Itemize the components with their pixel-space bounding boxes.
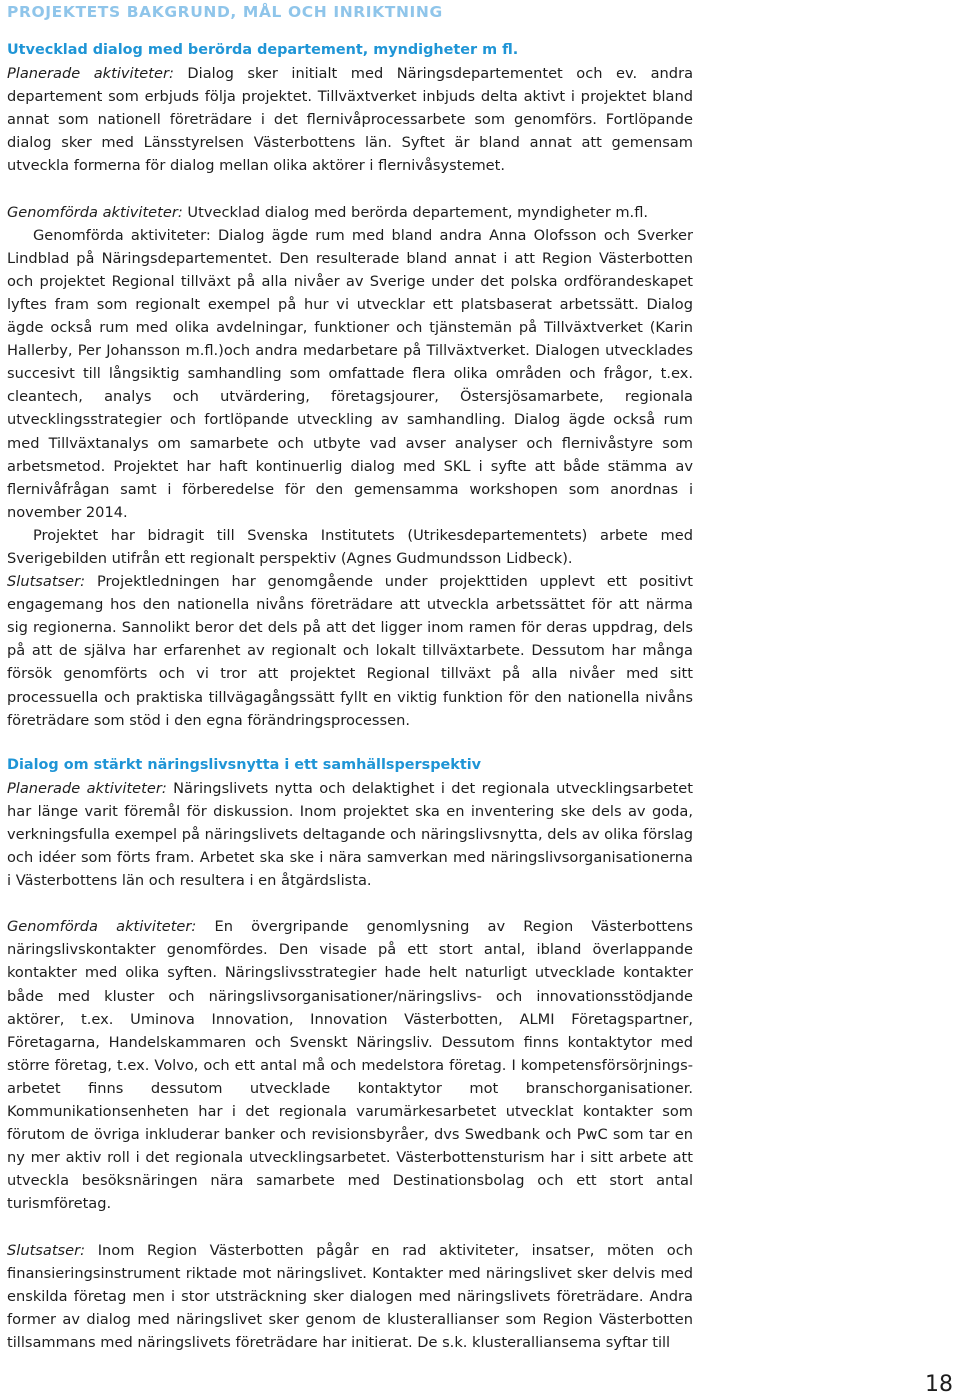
paragraph-text: Dialog ägde rum med bland andra Anna Olofsson och Sverker Lindblad på Näringsdepartementet. Den resulterade bland annat i att Region Västerbotten och projektet Regional tillväxt på alla nivåer av Sverige under det polska ordförandeskapet lyftes fram som regionalt exempel på hur vi utvecklar ett platsbaserat arbetssätt. Dialog ägde också rum med olika avdelningar, funktioner och tjänstemän på Tillväxtverket (Karin Hallerby, Per Johansson m.fl.)och andra medarbetare på Tillväxtverket. Dialogen utvecklades succesivt till långsiktig samhandling som omfattade flera olika områden och frågor, t.ex. cleantech, analys och utvärdering, företagsjourer, Östersjösamarbete, regionala utvecklingsstrategier och fortlöpande utveckling av samhandling. Dialog ägde också rum med Tillväxtanalys om samarbete och utbyte vad avser analyser och flernivåstyre som arbetsmetod. Projektet har haft kontinuerlig dialog med SKL i syfte att både stämma av flernivåfrågan samt i förberedelse för den gemensamma workshopen som anordnas i november 2014. <box>7 226 694 521</box>
page-number: 18 <box>925 1372 953 1397</box>
lead-label: Slutsatser: <box>7 1241 86 1259</box>
paragraph-text: Projektledningen har genomgående under projekttiden upplevt ett positivt engagemang hos den nationella nivåns företrädare att utveckla arbetssättet för att närma sig regionerna. Sannolikt beror det dels på att det ligger inom ramen för deras uppdrag, dels på att de själva har erfarenhet av regionalt och lokalt tillväxtarbete. Dessutom har många försök genomförts och vi tror att projektet Regional tillväxt på alla nivåer med sitt processuella och praktiska tillvägagångssätt fyllt en viktig funktion för den nationella nivåns företrädare som stöd i den egna förändringsprocessen. <box>7 573 693 729</box>
paragraph-completed-activities-1 <box>7 201 693 224</box>
running-head: PROJEKTETS BAKGRUND, MÅL OCH INRIKTNING <box>7 3 443 21</box>
lead-label: Genomförda aktiviteter: <box>33 226 211 244</box>
paragraph-text: En övergripande genomlysning av Region Västerbottens näringslivskontakter genomfördes. Den visade på ett stort antal, ibland överlappande kontakter med olika syften. Näringslivsstrategier hade helt naturligt utvecklade kontakter både med kluster och näringslivsorganisationer/näringslivs- och innovationsstödjande aktörer, t.ex. Uminova Innovation, Innovation Västerbotten, ALMI Företagspartner, Företagarna, Handelskammaren och Svenskt Näringsliv. Dessutom finns kontaktytor med större företag, t.ex. Volvo, och ett antal må och medelstora företag. I kompetensförsörjnings-arbetet finns dessutom utvecklade kontaktytor mot branschorganisationer. Kommunikationsenheten har i det regionala varumärkesarbetet utvecklat kontakter som förutom de övriga inkluderar banker och revisionsbyråer, dvs Swedbank och PwC som tar en ny mer aktiv roll i det regionala utvecklingsarbetet. Västerbottensturism har i sitt arbete att utveckla besöksnäringen nära samarbete med Destinationsbolag och ett stort antal turismföretag. <box>7 918 693 1213</box>
paragraph-planned-activities-1 <box>7 62 693 177</box>
paragraph-gap <box>7 178 693 201</box>
section-heading-naringslivsnytta: Dialog om stärkt näringslivsnytta i ett samhällsperspektiv <box>7 756 482 773</box>
paragraph-text: Inom Region Västerbotten pågår en rad aktiviteter, insatser, möten och finansieringsinstrument riktade mot näringslivet. Kontakter med näringslivet sker delvis med enskilda företag men i stor utsträckning sker dialogen med näringslivets företrädare. Andra former av dialog med näringslivet sker genom de klusterallianser som Region Västerbotten tillsammans med näringslivets företrädare har initierat. De s.k. klusteralliansema syftar till <box>7 1241 693 1351</box>
section-heading-dialog-departement: Utvecklad dialog med berörda departement, myndigheter m fl. <box>7 42 519 58</box>
lead-label: Genomförda aktiviteter: <box>7 918 197 936</box>
lead-label: Slutsatser: <box>7 573 86 591</box>
paragraph-gap <box>7 892 693 915</box>
paragraph-conclusions-1 <box>7 570 693 732</box>
section-gap <box>7 732 693 754</box>
paragraph-text: Utvecklad dialog med berörda departement, myndigheter m.fl. <box>182 203 649 221</box>
lead-label: Genomförda aktiviteter: <box>7 203 183 221</box>
lead-label: Planerade aktiviteter: <box>7 779 167 797</box>
paragraph-completed-activities-2 <box>7 915 693 1215</box>
paragraph-conclusions-2 <box>7 1239 693 1354</box>
paragraph-text: Dialog sker initialt med Näringsdepartementet och ev. andra departement som erbjuds följa projektet. Tillväxtverket inbjuds delta aktivt i projektet bland annat som nationell företrädare i det flernivåprocessarbete som genomförs. Fortlöpande dialog sker med Länsstyrelsen Västerbottens län. Syftet är bland annat att gemensam utveckla formerna för dialog mellan olika aktörer i flernivåsystemet. <box>7 65 694 175</box>
paragraph-svenska-institutet: Projektet har bidragit till Svenska Institutets (Utrikesdepartementets) arbete med Sverigebilden utifrån ett regionalt perspektiv (Agnes Gudmundsson Lidbeck). <box>7 526 693 567</box>
page-body <box>7 39 693 1354</box>
lead-label: Planerade aktiviteter: <box>7 65 174 83</box>
paragraph-completed-activities-1b <box>7 224 693 524</box>
paragraph-planned-activities-2 <box>7 777 693 892</box>
paragraph-gap <box>7 1216 693 1239</box>
paragraph-text: Näringslivets nytta och delaktighet i det regionala utvecklingsarbetet har länge varit föremål för diskussion. Inom projektet ska en inventering ske dels av goda, verkningsfulla exempel på näringslivets deltagande och näringslivsnytta, dels av olika förslag och idéer som förts fram. Arbetet ska ske i nära samverkan med näringslivsorganisationerna i Västerbottens län och resultera i en åtgärdslista. <box>7 779 693 890</box>
